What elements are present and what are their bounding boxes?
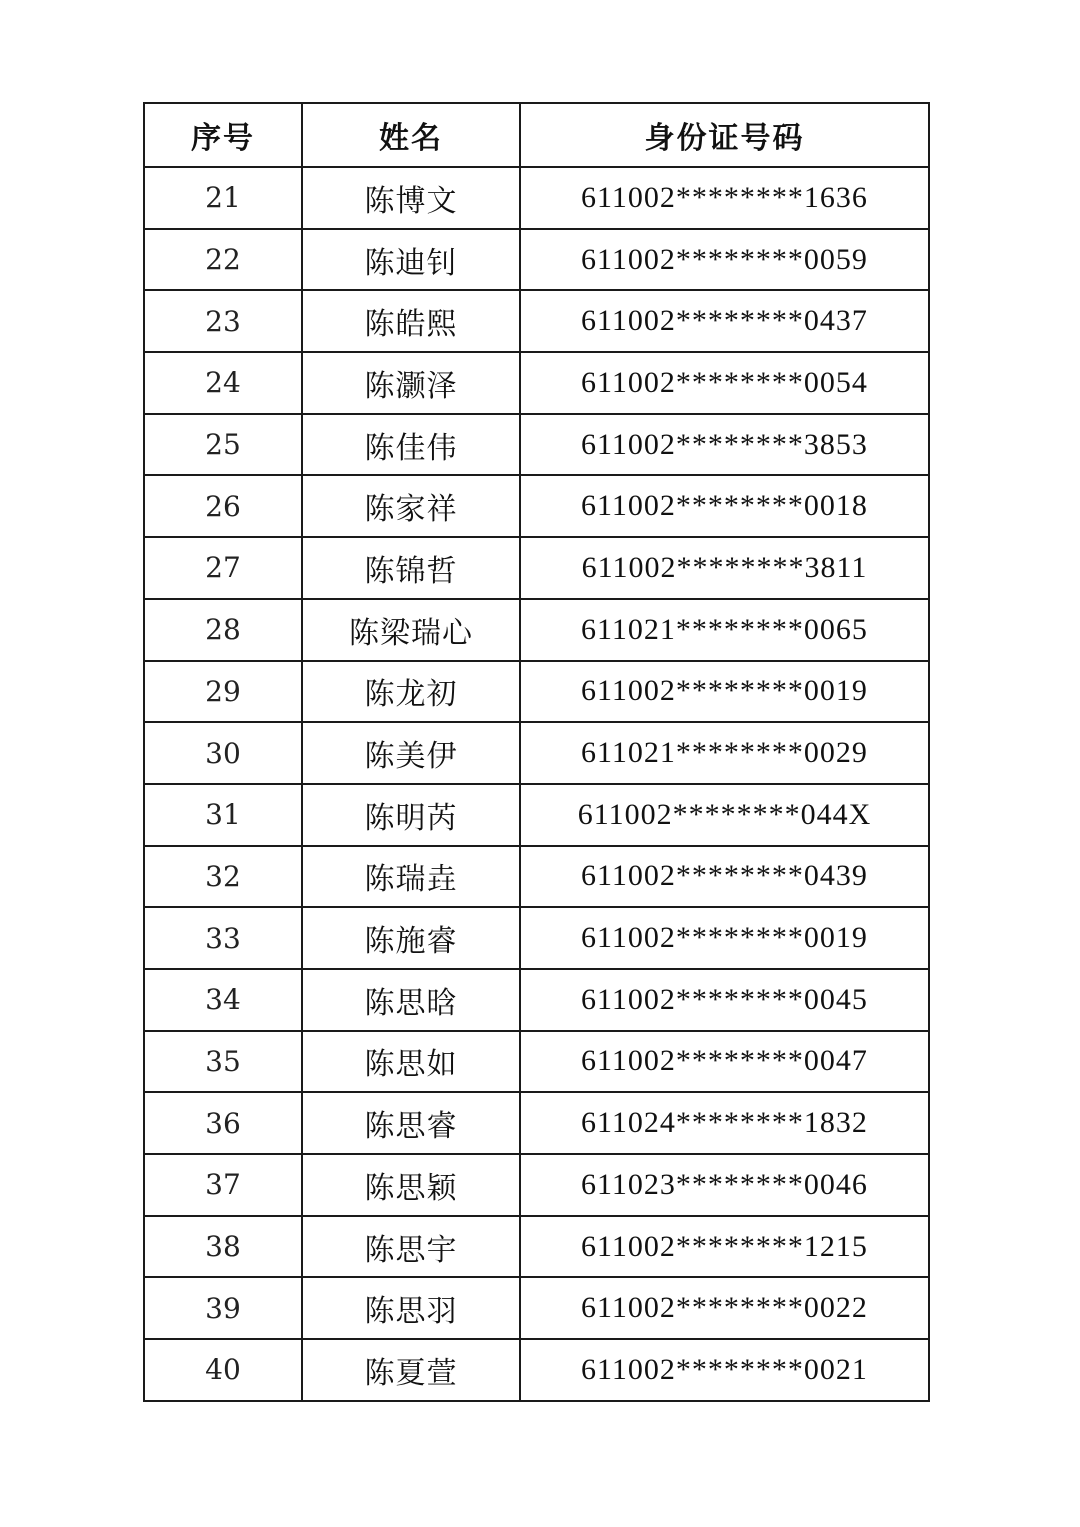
cell-name: 陈家祥 xyxy=(302,475,520,537)
cell-name: 陈佳伟 xyxy=(302,414,520,476)
cell-id-number: 611002********0059 xyxy=(520,229,929,291)
cell-seq: 27 xyxy=(144,537,302,599)
cell-id-number: 611002********0019 xyxy=(520,661,929,723)
cell-id-number: 611002********0019 xyxy=(520,907,929,969)
cell-id-number: 611002********0054 xyxy=(520,352,929,414)
cell-id-number: 611002********1636 xyxy=(520,167,929,229)
cell-name: 陈锦哲 xyxy=(302,537,520,599)
cell-id-number: 611002********3853 xyxy=(520,414,929,476)
cell-name: 陈龙初 xyxy=(302,661,520,723)
cell-seq: 24 xyxy=(144,352,302,414)
header-name: 姓名 xyxy=(302,103,520,167)
table-row xyxy=(144,661,929,723)
cell-id-number: 611002********0439 xyxy=(520,846,929,908)
table-header xyxy=(144,103,929,167)
cell-seq: 29 xyxy=(144,661,302,723)
cell-name: 陈思羽 xyxy=(302,1277,520,1339)
cell-name: 陈梁瑞心 xyxy=(302,599,520,661)
cell-name: 陈思晗 xyxy=(302,969,520,1031)
table-row xyxy=(144,784,929,846)
cell-id-number: 611002********0018 xyxy=(520,475,929,537)
cell-name: 陈迪钊 xyxy=(302,229,520,291)
cell-name: 陈思睿 xyxy=(302,1092,520,1154)
cell-seq: 36 xyxy=(144,1092,302,1154)
cell-id-number: 611021********0065 xyxy=(520,599,929,661)
cell-id-number: 611002********0045 xyxy=(520,969,929,1031)
table-row xyxy=(144,1031,929,1093)
header-row xyxy=(144,103,929,167)
table-row xyxy=(144,722,929,784)
cell-seq: 23 xyxy=(144,290,302,352)
cell-id-number: 611023********0046 xyxy=(520,1154,929,1216)
table-row xyxy=(144,1277,929,1339)
table-row xyxy=(144,1092,929,1154)
cell-name: 陈美伊 xyxy=(302,722,520,784)
cell-name: 陈施睿 xyxy=(302,907,520,969)
cell-id-number: 611002********0022 xyxy=(520,1277,929,1339)
cell-name: 陈皓熙 xyxy=(302,290,520,352)
cell-seq: 28 xyxy=(144,599,302,661)
cell-seq: 40 xyxy=(144,1339,302,1401)
cell-id-number: 611021********0029 xyxy=(520,722,929,784)
cell-seq: 37 xyxy=(144,1154,302,1216)
cell-seq: 26 xyxy=(144,475,302,537)
cell-id-number: 611002********0047 xyxy=(520,1031,929,1093)
table-row xyxy=(144,475,929,537)
table-row xyxy=(144,1339,929,1401)
cell-name: 陈思颖 xyxy=(302,1154,520,1216)
cell-seq: 25 xyxy=(144,414,302,476)
cell-seq: 21 xyxy=(144,167,302,229)
table-row xyxy=(144,1216,929,1278)
table-row xyxy=(144,1154,929,1216)
cell-id-number: 611002********0021 xyxy=(520,1339,929,1401)
cell-seq: 33 xyxy=(144,907,302,969)
table-row xyxy=(144,537,929,599)
table-row xyxy=(144,414,929,476)
roster-table xyxy=(143,102,930,1402)
cell-name: 陈瑞垚 xyxy=(302,846,520,908)
header-seq: 序号 xyxy=(144,103,302,167)
cell-name: 陈思宇 xyxy=(302,1216,520,1278)
cell-seq: 32 xyxy=(144,846,302,908)
table-body xyxy=(144,167,929,1401)
table-row xyxy=(144,290,929,352)
table-row xyxy=(144,969,929,1031)
cell-id-number: 611002********1215 xyxy=(520,1216,929,1278)
header-id-number: 身份证号码 xyxy=(520,103,929,167)
cell-name: 陈思如 xyxy=(302,1031,520,1093)
cell-id-number: 611002********0437 xyxy=(520,290,929,352)
cell-seq: 39 xyxy=(144,1277,302,1339)
cell-id-number: 611002********044X xyxy=(520,784,929,846)
table-row xyxy=(144,167,929,229)
table-row xyxy=(144,907,929,969)
cell-name: 陈灏泽 xyxy=(302,352,520,414)
cell-name: 陈明芮 xyxy=(302,784,520,846)
cell-seq: 22 xyxy=(144,229,302,291)
cell-name: 陈夏萱 xyxy=(302,1339,520,1401)
table-row xyxy=(144,599,929,661)
cell-seq: 35 xyxy=(144,1031,302,1093)
table-row xyxy=(144,846,929,908)
cell-seq: 30 xyxy=(144,722,302,784)
cell-id-number: 611002********3811 xyxy=(520,537,929,599)
cell-seq: 31 xyxy=(144,784,302,846)
cell-name: 陈博文 xyxy=(302,167,520,229)
table-row xyxy=(144,352,929,414)
cell-seq: 38 xyxy=(144,1216,302,1278)
cell-seq: 34 xyxy=(144,969,302,1031)
cell-id-number: 611024********1832 xyxy=(520,1092,929,1154)
table-row xyxy=(144,229,929,291)
